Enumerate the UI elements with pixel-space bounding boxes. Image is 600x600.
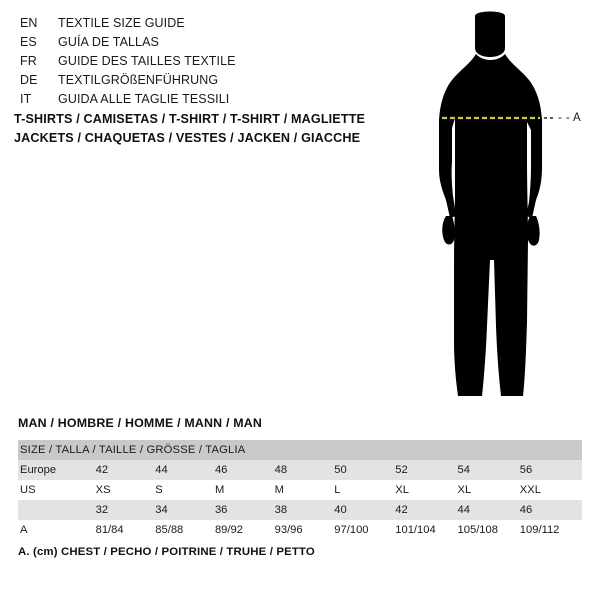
row-label: US	[18, 480, 96, 500]
category-line-tshirts: T-SHIRTS / CAMISETAS / T-SHIRT / T-SHIRT / MAGLIETTE	[14, 112, 366, 126]
table-cell: 85/88	[155, 520, 215, 540]
table-cell: M	[215, 480, 275, 500]
table-cell: 40	[334, 500, 395, 520]
language-row	[20, 35, 420, 54]
gender-title: MAN / HOMBRE / HOMME / MANN / MAN	[18, 416, 263, 430]
language-row	[20, 92, 420, 111]
table-cell: 52	[395, 460, 457, 480]
size-table-wrap	[18, 440, 582, 540]
table-row	[18, 480, 582, 500]
language-title: TEXTILGRÖßENFÜHRUNG	[58, 73, 219, 87]
table-cell: 105/108	[458, 520, 520, 540]
table-row	[18, 460, 582, 480]
table-cell: 44	[458, 500, 520, 520]
language-title: TEXTILE SIZE GUIDE	[58, 16, 185, 30]
table-cell: 48	[275, 460, 335, 480]
table-cell: 42	[96, 460, 156, 480]
table-cell: 36	[215, 500, 275, 520]
table-header-row	[18, 440, 582, 460]
language-row	[20, 16, 420, 35]
language-header-block	[20, 16, 420, 111]
row-label	[18, 500, 96, 520]
table-cell: XXL	[520, 480, 582, 500]
language-code: FR	[20, 54, 37, 68]
table-cell: 109/112	[520, 520, 582, 540]
garment-category-block	[14, 110, 444, 148]
size-table	[18, 440, 582, 540]
language-row	[20, 54, 420, 73]
row-label: Europe	[18, 460, 96, 480]
body-figure	[410, 10, 600, 410]
language-code: ES	[20, 35, 37, 49]
language-title: GUIDA ALLE TAGLIE TESSILI	[58, 92, 230, 106]
chest-measure-label: - - A	[558, 112, 582, 124]
table-header-label: SIZE / TALLA / TAILLE / GRÖSSE / TAGLIA	[18, 440, 582, 460]
table-cell: XS	[96, 480, 156, 500]
table-row	[18, 520, 582, 540]
measurement-footnote: A. (cm) CHEST / PECHO / POITRINE / TRUHE / PETTO	[18, 546, 315, 558]
language-code: DE	[20, 73, 38, 87]
table-cell: XL	[395, 480, 457, 500]
table-row	[18, 500, 582, 520]
language-code: EN	[20, 16, 38, 30]
table-cell: M	[275, 480, 335, 500]
table-cell: 101/104	[395, 520, 457, 540]
table-cell: 81/84	[96, 520, 156, 540]
table-cell: 46	[215, 460, 275, 480]
table-cell: 56	[520, 460, 582, 480]
row-label: A	[18, 520, 96, 540]
language-title: GUÍA DE TALLAS	[58, 35, 159, 49]
table-cell: 97/100	[334, 520, 395, 540]
table-cell: 54	[458, 460, 520, 480]
table-cell: L	[334, 480, 395, 500]
table-cell: 42	[395, 500, 457, 520]
table-cell: 93/96	[275, 520, 335, 540]
language-code: IT	[20, 92, 32, 106]
table-cell: XL	[458, 480, 520, 500]
table-cell: 46	[520, 500, 582, 520]
table-cell: 34	[155, 500, 215, 520]
table-cell: 50	[334, 460, 395, 480]
table-cell: 32	[96, 500, 156, 520]
language-row	[20, 73, 420, 92]
table-cell: 89/92	[215, 520, 275, 540]
table-cell: S	[155, 480, 215, 500]
table-cell: 38	[275, 500, 335, 520]
category-line-jackets: JACKETS / CHAQUETAS / VESTES / JACKEN / GIACCHE	[14, 131, 361, 145]
language-title: GUIDE DES TAILLES TEXTILE	[58, 54, 236, 68]
table-cell: 44	[155, 460, 215, 480]
male-silhouette-icon	[410, 10, 600, 410]
